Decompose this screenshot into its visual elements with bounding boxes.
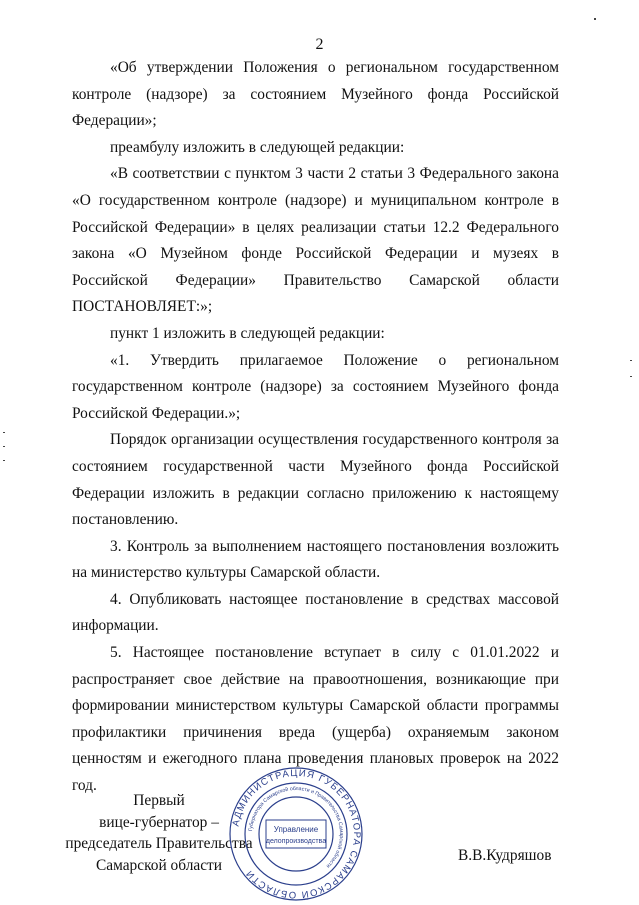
stamp-center-line: Управление (273, 825, 319, 834)
signatory-title-line: вице-губернатор – (99, 813, 219, 831)
paragraph-item-3: 3. Контроль за выполнением настоящего постановления возложить на министерство культуры Самарской области. (72, 537, 559, 582)
signatory-title-line: Первый (133, 792, 185, 809)
paragraph-point1-text: «1. Утвердить прилагаемое Положение о региональном государственном контроле (надзоре) за состоянием Музейного фонда Российской Федерации.»; (72, 351, 559, 422)
paragraph-item-5: 5. Настоящее постановление вступает в силу с 01.01.2022 и распространяет свое действие на правоотношения, возникающие при формировании министерством культуры Самарской области программы профилактики причинения вреда (ущерба) охраняемым законом ценностям и ежегодного плана проведения плановых проверок на 2022 год. (72, 644, 559, 795)
official-stamp (228, 766, 364, 902)
stamp-center-line: делопроизводства (265, 838, 327, 845)
stamp-ring (245, 783, 347, 885)
signatory-title-line: Самарской области (95, 856, 222, 874)
scan-speck (594, 18, 596, 20)
signatory-title-line: председатель Правительства (65, 835, 253, 852)
paragraph-preamble-text: «В соответствии с пунктом 3 части 2 статьи 3 Федерального закона «О государственном контроле (надзоре) и муниципальном контроле в Российской Федерации» в целях реализации статьи 12.2 Федерального закона «О Музейном фонде Российской Федерации и музеях в Российской Федерации» Правительство Самарской области ПОСТАНОВЛЯЕТ:»; (72, 165, 559, 316)
signatory-title (64, 790, 254, 876)
stamp-outer-text: АДМИНИСТРАЦИЯ ГУБЕРНАТОРА САМАРСКОЙ ОБЛАСТИ (230, 767, 363, 901)
signatory-name: В.В.Кудряшов (458, 847, 552, 864)
scan-speck (3, 446, 5, 447)
scan-speck (3, 460, 5, 461)
paragraph-preamble-intro: преамбулу изложить в следующей редакции: (110, 138, 405, 156)
page-number: 2 (315, 36, 324, 53)
paragraph-title-quote: «Об утверждении Положения о региональном государственном контроле (надзоре) за состоянием Музейного фонда Российской Федерации»; (72, 59, 559, 130)
scan-speck (3, 432, 5, 433)
stamp-inner-text: Губернатора Самарской области и Правительства Самарской области (248, 785, 345, 869)
paragraph-procedure: Порядок организации осуществления государственного контроля за состоянием государственной части Музейного фонда Российской Федерации изложить в редакции согласно приложению к настоящему постановлению. (72, 431, 559, 529)
scan-speck (630, 360, 632, 361)
paragraph-point1-intro: пункт 1 изложить в следующей редакции: (110, 324, 385, 342)
document-body (72, 55, 559, 800)
paragraph-item-4: 4. Опубликовать настоящее постановление в средствах массовой информации. (72, 590, 559, 635)
stamp-inner-ring (259, 797, 333, 871)
scan-speck (630, 376, 632, 377)
